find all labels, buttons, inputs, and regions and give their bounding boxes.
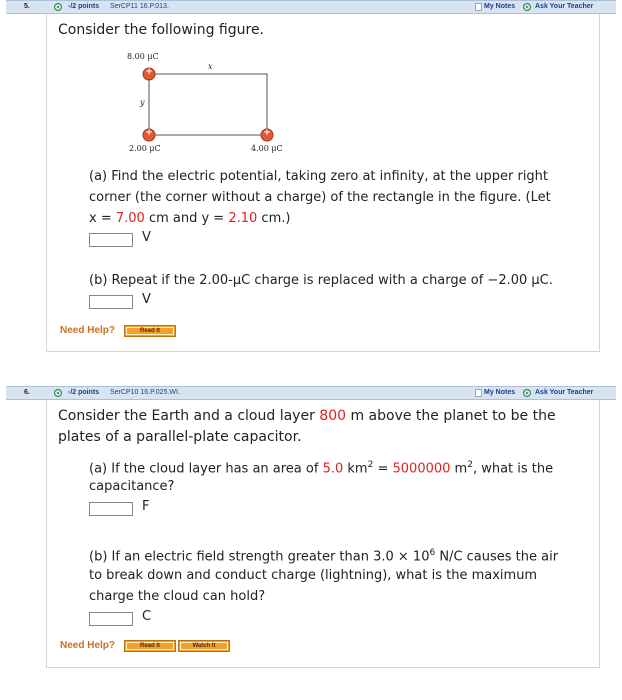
part-b-line3: charge the cloud can hold?: [89, 589, 266, 604]
part-b-text: (b) Repeat if the 2.00-μC charge is replaced with a charge of −2.00 μC.: [89, 273, 553, 288]
part-a-line2: capacitance?: [89, 479, 175, 494]
problem-code: SerCP11 16.P.013.: [110, 3, 169, 10]
km-unit: km: [343, 461, 368, 477]
need-help-label: Need Help?: [60, 640, 116, 651]
status-dot-icon: [54, 389, 62, 397]
question-number: 5.: [24, 3, 30, 10]
unit-label: V: [142, 230, 151, 245]
superscript: 2: [367, 460, 374, 470]
notes-checkbox[interactable]: [475, 389, 482, 397]
unit-label: V: [142, 292, 151, 307]
m-unit: m: [450, 461, 468, 477]
area-m-value: 5000000: [392, 461, 451, 477]
question-number: 6.: [24, 389, 30, 396]
question-intro-line1: [58, 406, 556, 427]
question-header-5: [6, 0, 616, 14]
part-a-line2: corner (the corner without a charge) of the rectangle in the figure. (Let: [89, 190, 551, 205]
points-label: -/2 points: [68, 389, 100, 396]
area-km-value: 5.0: [322, 461, 344, 477]
read-it-label: Read It: [139, 328, 160, 334]
part-b-pre: (b) If an electric field strength greater than 3.0 × 10: [89, 549, 430, 565]
answer-input-a[interactable]: [89, 502, 133, 516]
top-left-charge-label: 8.00 μC: [127, 52, 159, 61]
part-b-line2: to break down and conduct charge (lightning), what is the maximum: [89, 568, 538, 583]
part-b-post: N/C causes the air: [435, 549, 559, 565]
ask-teacher-icon: [523, 389, 531, 397]
part-b-line1: [89, 543, 558, 567]
plus-sign: +: [145, 128, 153, 138]
read-it-label: Read It: [139, 643, 160, 649]
bottom-left-charge-label: 2.00 μC: [129, 144, 161, 153]
intro-post: m above the planet to be the: [346, 408, 556, 424]
x-eq: x =: [89, 211, 116, 226]
intro-pre: Consider the Earth and a cloud layer: [58, 408, 320, 424]
answer-input-a[interactable]: [89, 233, 133, 247]
cloud-height-value: 800: [319, 408, 347, 424]
y-eq: cm and y =: [144, 211, 229, 226]
points-label: -/2 points: [68, 3, 100, 10]
ask-teacher-icon: [523, 3, 531, 11]
my-notes-link[interactable]: My Notes: [484, 389, 516, 396]
status-dot-icon: [54, 3, 62, 11]
y-dimension-label: y: [140, 98, 145, 107]
superscript: 2: [467, 460, 473, 470]
answer-input-b[interactable]: [89, 295, 133, 309]
equals: =: [373, 461, 393, 477]
ask-teacher-link[interactable]: Ask Your Teacher: [535, 3, 594, 10]
bottom-right-charge-label: 4.00 μC: [251, 144, 283, 153]
unit-label: F: [142, 499, 150, 514]
plus-sign: +: [145, 67, 153, 77]
charge-figure: [127, 52, 290, 162]
question-intro-line2: plates of a parallel-plate capacitor.: [58, 429, 302, 445]
y-value: 2.10: [228, 211, 258, 226]
part-a-pre: (a) If the cloud layer has an area of: [89, 461, 323, 477]
answer-input-b[interactable]: [89, 612, 133, 626]
my-notes-link[interactable]: My Notes: [484, 3, 516, 10]
read-it-button[interactable]: [124, 325, 176, 337]
part-a-line1: (a) Find the electric potential, taking zero at infinity, at the upper right: [89, 169, 549, 184]
rectangle-outline: [149, 74, 267, 135]
x-dimension-label: x: [208, 62, 213, 71]
notes-checkbox[interactable]: [475, 3, 482, 11]
ask-teacher-link[interactable]: Ask Your Teacher: [535, 389, 594, 396]
watch-it-label: Watch It: [192, 643, 216, 649]
plus-sign: +: [263, 128, 271, 138]
superscript: 6: [429, 548, 436, 558]
read-it-button[interactable]: [124, 640, 176, 652]
question-header-6: [6, 386, 616, 400]
watch-it-button[interactable]: [178, 640, 230, 652]
x-value: 7.00: [115, 211, 145, 226]
line-end: cm.): [257, 211, 291, 226]
question-intro: Consider the following figure.: [58, 22, 265, 38]
part-a-post: , what is the: [472, 461, 554, 477]
need-help-label: Need Help?: [60, 325, 116, 336]
part-a-line3: [89, 208, 290, 229]
unit-label: C: [142, 609, 152, 624]
problem-code: SerCP10 16.P.025.WI.: [110, 389, 180, 396]
